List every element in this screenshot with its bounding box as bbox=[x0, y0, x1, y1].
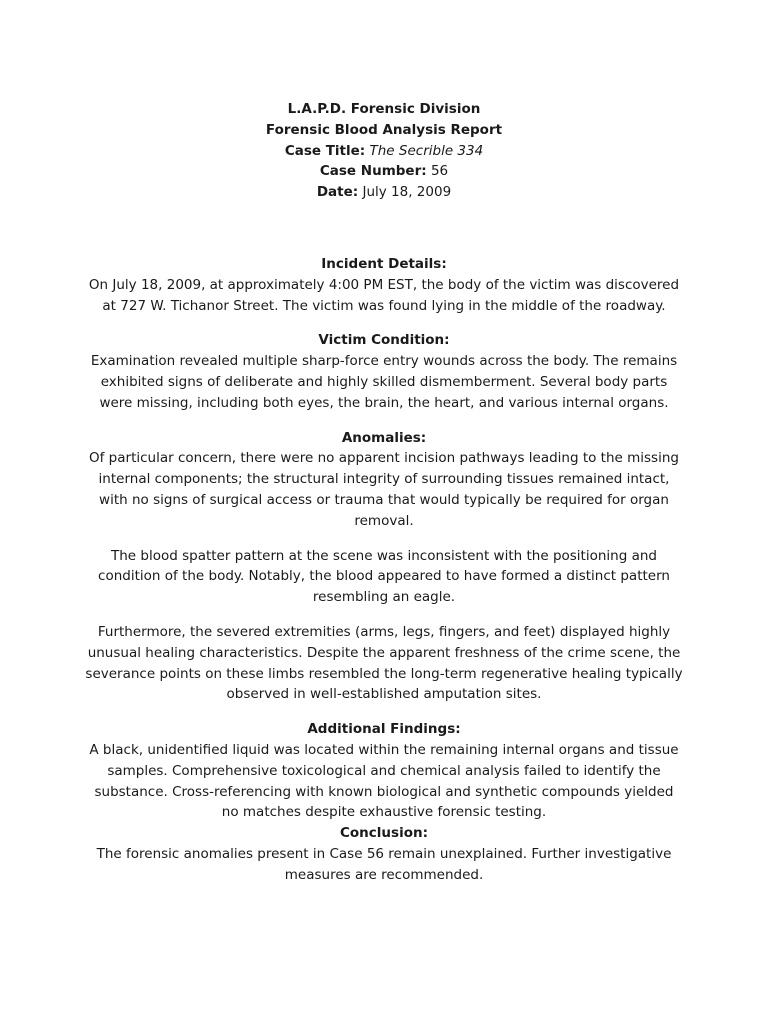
report-title: Forensic Blood Analysis Report bbox=[265, 121, 503, 138]
victim-condition-text: Examination revealed multiple sharp-force entry wounds across the body. The remains exhibited signs of deliberate and highly skilled dismemberment. Several body parts were missing, including both eyes, the brain, the heart, and various internal organs. bbox=[90, 353, 678, 411]
victim-condition-heading: Victim Condition: bbox=[318, 332, 450, 349]
anomalies-heading: Anomalies: bbox=[341, 429, 427, 446]
date-line bbox=[0, 182, 768, 203]
case-number-value: 56 bbox=[430, 163, 449, 180]
anomalies-text-1: Of particular concern, there were no apparent incision pathways leading to the missing internal components; the structural integrity of surrounding tissues remained intact, with no signs of surgical access or trauma that would typically be required for organ removal. bbox=[89, 450, 679, 529]
conclusion-heading: Conclusion: bbox=[340, 825, 428, 842]
incident-details-heading: Incident Details: bbox=[321, 256, 447, 272]
case-number-line bbox=[0, 161, 768, 182]
case-title-line bbox=[0, 141, 768, 162]
date-label: Date: bbox=[316, 184, 359, 201]
anomalies-text-3: Furthermore, the severed extremities (arms, legs, fingers, and feet) displayed highly unusual healing characteristics. Despite the apparent freshness of the crime scene, the severance points on these limbs resembled the long-term regenerative healing typically observed in well-established amputation sites. bbox=[85, 623, 683, 703]
additional-findings-heading: Additional Findings: bbox=[307, 721, 461, 738]
case-title-label: Case Title: bbox=[284, 142, 366, 159]
report-header bbox=[0, 99, 768, 203]
division-name: L.A.P.D. Forensic Division bbox=[287, 101, 481, 117]
conclusion-text: The forensic anomalies present in Case 56 remain unexplained. Further investigative measures are recommended. bbox=[96, 845, 672, 883]
additional-findings-text: A black, unidentified liquid was located within the remaining internal organs and tissue samples. Comprehensive toxicological and chemical analysis failed to identify the substance. Cross-referencing with known biological and synthetic compounds yielded no matches despite exhaustive forensic testing. bbox=[89, 741, 679, 821]
date-value: July 18, 2009 bbox=[362, 184, 452, 201]
incident-details-text: On July 18, 2009, at approximately 4:00 PM EST, the body of the victim was discovered at 727 W. Tichanor Street. The victim was found lying in the middle of the roadway. bbox=[88, 276, 680, 314]
case-number-label: Case Number: bbox=[319, 163, 427, 180]
case-title-value: The Secrible 334 bbox=[369, 142, 484, 159]
report-body bbox=[84, 254, 684, 886]
anomalies-text-2: The blood spatter pattern at the scene was inconsistent with the positioning and condition of the body. Notably, the blood appeared to have formed a distinct pattern resembling an eagle. bbox=[98, 547, 670, 606]
